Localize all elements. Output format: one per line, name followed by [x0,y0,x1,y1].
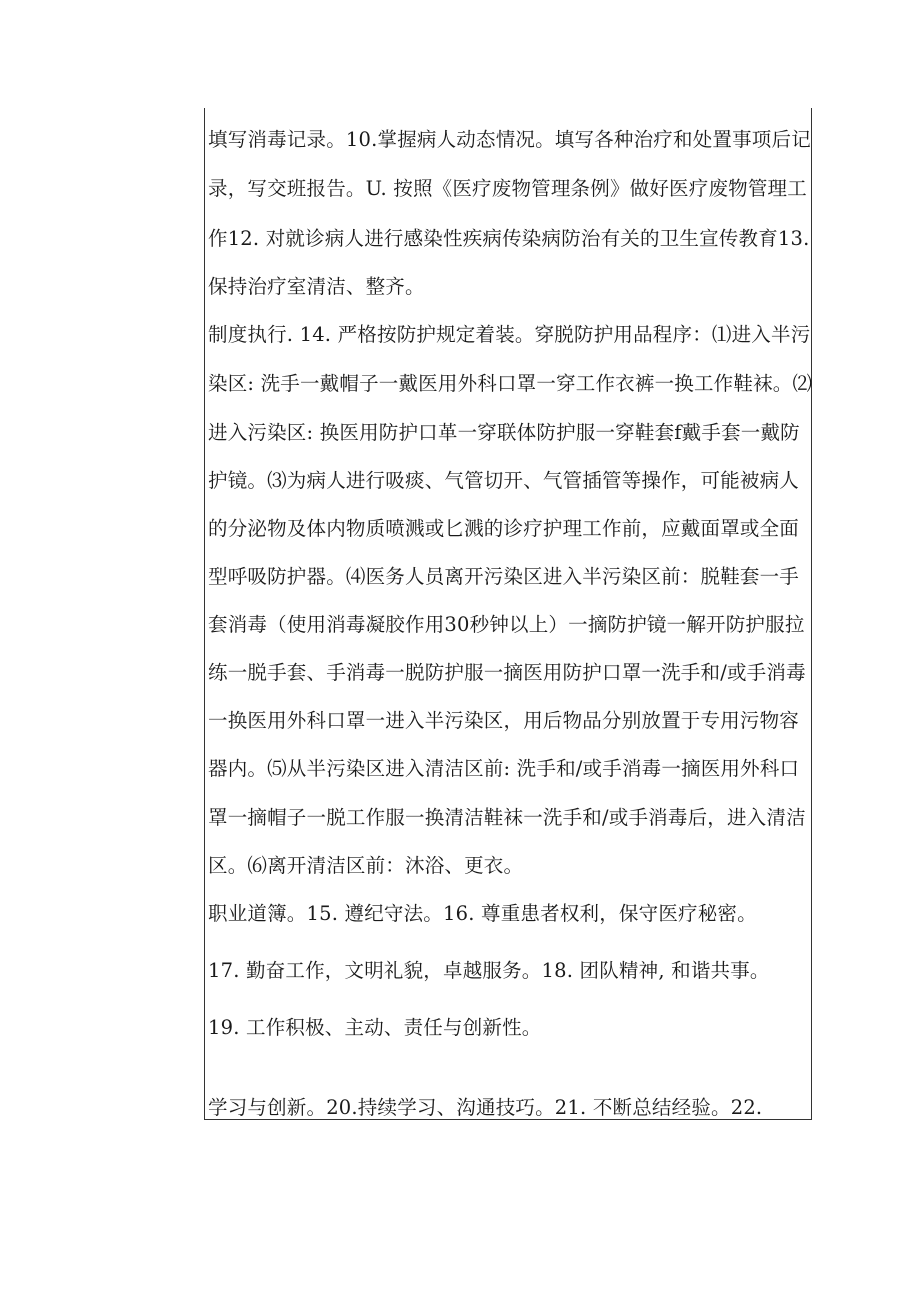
text-line-20: 学习与创新。20.持续学习、沟通技巧。21. 不断总结经验。22. [208,1096,763,1119]
text-line-14: 器内。⑸从半污染区进入清洁区前: 洗手和/或手消毒一摘医用外科口 [208,757,800,780]
text-line-18: 17. 勤奋工作，文明礼貌，卓越服务。18. 团队精神, 和谐共事。 [208,959,770,982]
text-line-8: 护镜。⑶为病人进行吸痰、气管切开、气管插管等操作，可能被病人 [208,469,800,492]
text-line-13: 一换医用外科口罩一进入半污染区，用后物品分别放置于专用污物容 [208,709,800,732]
text-line-17: 职业道簿。15. 遵纪守法。16. 尊重患者权利，保守医疗秘密。 [208,902,757,925]
text-line-9: 的分泌物及体内物质喷溅或匕溅的诊疗护理工作前，应戴面罩或全面 [208,517,800,540]
text-line-6: 染区: 洗手一戴帽子一戴医用外科口罩一穿工作衣裤一换工作鞋袜。⑵ [208,372,812,395]
text-line-16: 区。⑹离开清洁区前：沐浴、更衣。 [208,854,524,877]
text-line-12: 练一脱手套、手消毒一脱防护服一摘医用防护口罩一洗手和/或手消毒 [208,661,806,684]
text-line-2: 录，写交班报告。U. 按照《医疗废物管理条例》做好医疗废物管理工 [208,177,807,200]
text-line-3: 作12. 对就诊病人进行感染性疾病传染病防治有关的卫生宣传教育13. [208,227,810,250]
text-line-11: 套消毒（使用消毒凝胶作用30秒钟以上）一摘防护镜一解开防护服拉 [208,613,805,636]
text-line-15: 罩一摘帽子一脱工作服一换清洁鞋袜一洗手和/或手消毒后，进入清洁 [208,806,806,829]
text-line-4: 保持治疗室清洁、整齐。 [208,275,425,298]
text-line-7: 进入污染区: 换医用防护口革一穿联体防护服一穿鞋套f戴手套一戴防 [208,421,800,444]
text-line-5: 制度执行. 14. 严格按防护规定着装。穿脱防护用品程序：⑴进入半污 [208,323,811,346]
text-line-19: 19. 工作积极、主动、责任与创新性。 [208,1016,542,1039]
text-line-1: 填写消毒记录。10.掌握病人动态情况。填写各种治疗和处置事项后记 [208,128,811,151]
text-line-10: 型呼吸防护器。⑷医务人员离开污染区进入半污染区前：脱鞋套一手 [208,565,800,588]
